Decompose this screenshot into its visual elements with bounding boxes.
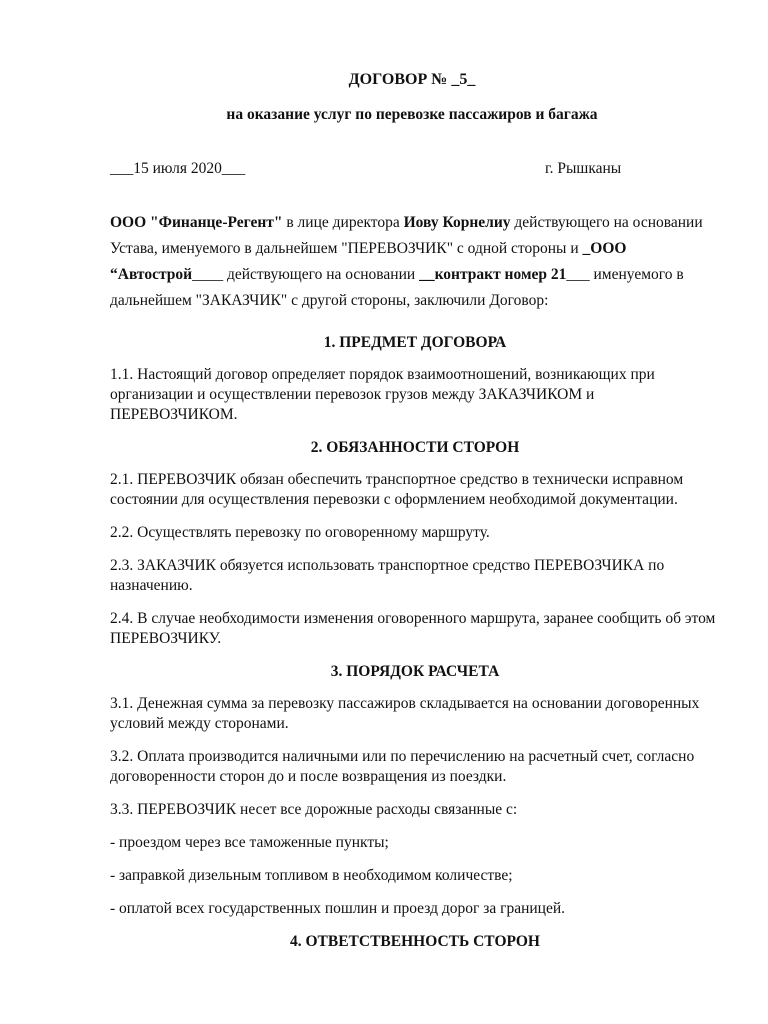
intro-text-1: в лице директора (282, 214, 404, 231)
contract-sections (110, 333, 720, 964)
section-heading-liability: 4. ОТВЕТСТВЕННОСТЬ СТОРОН (289, 933, 540, 950)
section-heading-subject: 1. ПРЕДМЕТ ДОГОВОРА (323, 334, 507, 351)
expense-item-fuel: - заправкой дизельным топливом в необходимом количестве; (110, 867, 513, 884)
intro-text-3: ____ действующего на основании (192, 266, 420, 283)
clause-2-2: 2.2. Осуществлять перевозку по оговоренному маршруту. (110, 524, 490, 541)
clause-2-3: 2.3. ЗАКАЗЧИК обязуется использовать транспортное средство ПЕРЕВОЗЧИКА по назначению. (110, 557, 665, 594)
clause-3-3: 3.3. ПЕРЕВОЗЧИК несет все дорожные расходы связанные с: (110, 801, 518, 818)
contract-date: ___15 июля 2020___ (110, 160, 246, 177)
document-title: ДОГОВОР № _5_ (348, 71, 476, 88)
clause-3-1: 3.1. Денежная сумма за перевозку пассажиров складывается на основании договоренных условий между сторонами. (110, 695, 700, 732)
date-city-line (110, 159, 630, 179)
section-heading-obligations: 2. ОБЯЗАННОСТИ СТОРОН (310, 439, 520, 456)
expense-item-customs: - проездом через все таможенные пункты; (110, 834, 389, 851)
carrier-company-name: ООО "Финанце-Регент" (110, 214, 283, 231)
clause-2-1: 2.1. ПЕРЕВОЗЧИК обязан обеспечить транспортное средство в технически исправном состоянии для осуществления перевозки с оформлением необходимой документации. (110, 471, 684, 508)
contract-city: г. Рышканы (545, 160, 622, 177)
intro-text-4: ___ именуемого в дальнейшем "ЗАКАЗЧИК" с другой стороны, заключили Договор: (110, 266, 684, 309)
expense-item-duties: - оплатой всех государственных пошлин и проезд дорог за границей. (110, 900, 566, 917)
intro-paragraph (110, 210, 720, 314)
clause-2-4: 2.4. В случае необходимости изменения оговоренного маршрута, заранее сообщить об этом ПЕРЕВОЗЧИКУ. (110, 610, 716, 647)
clause-3-2: 3.2. Оплата производится наличными или по перечислению на расчетный счет, согласно договоренности сторон до и после возвращения из поездки. (110, 748, 695, 785)
section-heading-payment: 3. ПОРЯДОК РАСЧЕТА (330, 663, 500, 680)
contract-basis: __контракт номер 21 (419, 266, 567, 283)
customer-company-name: _ООО “Автострой (110, 240, 627, 283)
document-subtitle: на оказание услуг по перевозке пассажиров и багажа (226, 106, 598, 123)
intro-text-2: действующего на основании Устава, именуемого в дальнейшем "ПЕРЕВОЗЧИК" с одной стороны и (110, 214, 703, 257)
clause-1-1: 1.1. Настоящий договор определяет порядок взаимоотношений, возникающих при организации и осуществлении перевозок грузов между ЗАКАЗЧИКОМ и ПЕРЕВОЗЧИКОМ. (110, 366, 655, 423)
director-name: Иову Корнелиу (403, 214, 511, 231)
